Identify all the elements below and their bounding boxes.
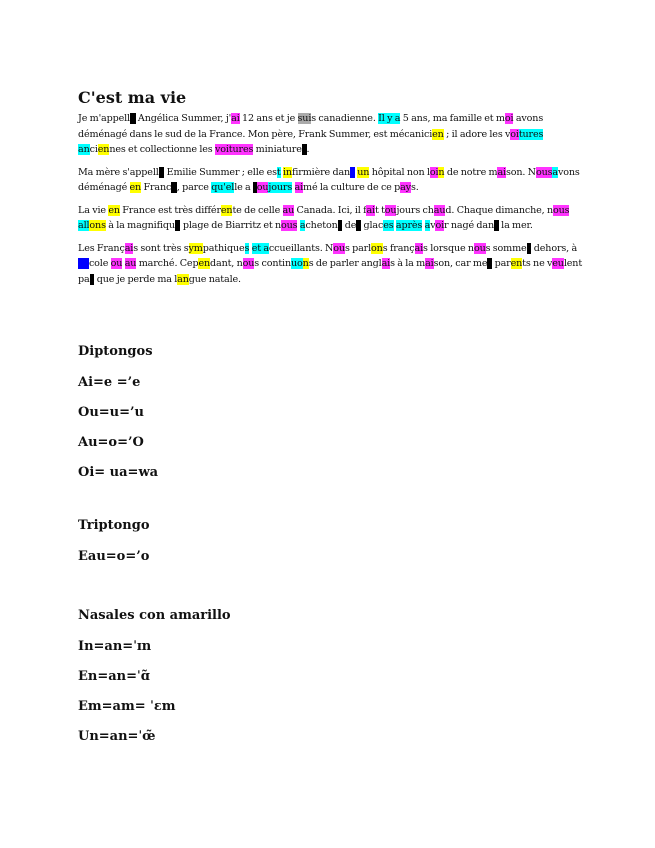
highlighted-text: ym	[188, 242, 203, 254]
highlighted-text: s	[493, 220, 499, 231]
text-segment: pathique	[202, 242, 245, 254]
highlighted-text: au	[433, 204, 446, 216]
rule-eau: Eau=o=’o	[78, 549, 150, 564]
text-segment: plage de Biarritz et n	[180, 220, 282, 231]
text-segment: 12 ans et je	[239, 113, 298, 124]
highlighted-text: ou	[473, 242, 486, 254]
highlighted-text: un	[357, 166, 370, 178]
paragraph-1	[78, 111, 583, 158]
highlighted-text: qu'el	[211, 182, 235, 193]
text-segment: Franc	[141, 182, 172, 193]
text-segment: son. N	[505, 166, 536, 178]
text-segment: miniature	[253, 144, 302, 155]
highlighted-text: s	[350, 166, 355, 178]
highlighted-text: ous	[535, 166, 553, 178]
text-segment: jours ch	[396, 204, 434, 216]
highlighted-text: et a	[251, 242, 269, 254]
text-segment: cole	[88, 258, 111, 269]
highlighted-text: ous	[553, 204, 570, 216]
highlighted-text: oi	[435, 220, 445, 231]
highlighted-text: Il y a	[378, 113, 401, 124]
rule-un: Un=an=ˈœ̃	[78, 729, 156, 744]
highlighted-text: s	[356, 220, 362, 231]
highlighted-text: a	[299, 220, 306, 231]
text-segment: son, car me	[433, 258, 488, 269]
text-segment: France est très différ	[119, 204, 221, 216]
document-title: C'est ma vie	[78, 88, 187, 107]
section-heading-diptongos: Diptongos	[78, 344, 153, 359]
text-segment: Je m'appell	[78, 113, 130, 124]
text-segment: cheton	[305, 220, 338, 231]
text-segment: t t	[374, 204, 385, 216]
rule-au: Au=o=’O	[78, 435, 144, 450]
rule-in: In=an=ˈɪn	[78, 639, 152, 654]
text-segment: dant, n	[210, 258, 243, 269]
highlighted-text: oi	[510, 128, 519, 140]
section-heading-nasales: Nasales con amarillo	[78, 608, 231, 623]
highlighted-text: ou	[256, 182, 269, 193]
highlighted-text: a	[424, 220, 431, 231]
highlighted-text: e	[129, 113, 136, 124]
text-segment: ; il adore les v	[443, 128, 511, 140]
paragraph-3	[78, 203, 583, 234]
text-segment: la mer.	[498, 220, 533, 231]
text-segment: lent pa	[78, 258, 583, 285]
text-segment: par	[492, 258, 511, 269]
highlighted-text: s	[337, 220, 343, 231]
highlighted-text: ous	[281, 220, 298, 231]
highlighted-text: es	[383, 220, 394, 231]
text-segment: Les Franç	[78, 242, 125, 254]
highlighted-text: s	[89, 273, 95, 285]
text-segment: v	[430, 220, 436, 231]
highlighted-text: en	[129, 182, 142, 193]
text-segment: de	[342, 220, 357, 231]
text-segment: ts ne v	[522, 258, 553, 269]
text-segment: dehors, à	[531, 242, 578, 254]
text-segment: s sont très s	[133, 242, 189, 254]
highlighted-text: oi	[429, 166, 439, 178]
highlighted-text: ai	[414, 242, 424, 254]
text-segment: Emilie Summer ; elle es	[164, 166, 277, 178]
highlighted-text: an	[177, 273, 189, 285]
text-segment: La vie	[78, 204, 109, 216]
highlighted-text: ai	[294, 182, 304, 193]
text-segment: glac	[361, 220, 384, 231]
text-segment: s canadienne.	[311, 113, 379, 124]
highlighted-text: s	[526, 242, 532, 254]
text-segment: s somme	[485, 242, 527, 254]
highlighted-text: en	[220, 204, 233, 216]
highlighted-text: e	[158, 166, 165, 178]
highlighted-text: tures	[518, 128, 544, 140]
text-segment: s à la m	[390, 258, 426, 269]
text-segment: d. Chaque dimanche, n	[445, 204, 553, 216]
highlighted-text: on	[371, 242, 383, 254]
text-segment: marché. Cep	[136, 258, 199, 269]
text-segment: s contin	[254, 258, 292, 269]
text-segment: vons déménagé	[78, 166, 580, 193]
text-segment: te de celle	[232, 204, 283, 216]
highlighted-text: ai	[231, 113, 240, 124]
highlighted-text: ai	[124, 242, 134, 254]
highlighted-text: au	[124, 258, 137, 269]
text-segment: s de parler angl	[308, 258, 382, 269]
text-segment: Ma mère s'appell	[78, 166, 159, 178]
highlighted-text: s	[244, 242, 250, 254]
text-segment: de notre m	[444, 166, 498, 178]
text-segment: le a	[234, 182, 254, 193]
highlighted-text: an	[78, 144, 90, 155]
rule-oi: Oi= ua=wa	[78, 465, 159, 480]
highlighted-text: eu	[552, 258, 564, 269]
highlighted-text: all	[78, 220, 90, 231]
rule-ai: Ai=e =’e	[78, 375, 141, 390]
highlighted-text: ay	[400, 182, 411, 193]
highlighted-text: uo	[291, 258, 303, 269]
highlighted-text: en	[432, 128, 444, 140]
highlighted-text: ou	[242, 258, 255, 269]
document-body	[78, 88, 583, 294]
highlighted-text: jours	[268, 182, 293, 193]
highlighted-text: s	[301, 144, 307, 155]
highlighted-text: n	[302, 258, 309, 269]
text-segment: s franç	[382, 242, 415, 254]
highlighted-text: oi	[504, 113, 514, 124]
highlighted-text: in	[283, 166, 292, 178]
text-segment: gue natale.	[188, 273, 241, 285]
highlighted-text: au	[282, 204, 295, 216]
text-segment: s parl	[344, 242, 372, 254]
text-segment: 5 ans, ma famille et m	[400, 113, 505, 124]
highlighted-text: t	[253, 182, 257, 193]
text-segment: ccueillants. N	[268, 242, 334, 254]
text-segment: mé la culture de ce p	[303, 182, 401, 193]
highlighted-text: en	[510, 258, 523, 269]
text-segment: à la magnifiqu	[105, 220, 175, 231]
text-segment: s lorsque n	[423, 242, 474, 254]
text-segment: nes et collectionne les	[109, 144, 215, 155]
paragraph-4	[78, 241, 583, 288]
highlighted-text: e	[171, 182, 177, 193]
text-segment: r nagé dan	[444, 220, 494, 231]
text-segment: ci	[89, 144, 98, 155]
text-segment: firmière dan	[291, 166, 351, 178]
text-segment: que je perde ma l	[94, 273, 178, 285]
highlighted-text: ons	[89, 220, 106, 231]
highlighted-text: s	[487, 258, 493, 269]
text-segment: hôpital non l	[369, 166, 430, 178]
section-heading-triptongo: Triptongo	[78, 518, 150, 533]
highlighted-text: en	[108, 204, 120, 216]
highlighted-text: sui	[297, 113, 312, 124]
text-segment: s.	[410, 182, 419, 193]
highlighted-text: e	[174, 220, 181, 231]
text-segment: Canada. Ici, il f	[294, 204, 367, 216]
highlighted-text: après	[395, 220, 423, 231]
rule-en: En=an=ˈɑ̃	[78, 669, 150, 684]
highlighted-text: en	[97, 144, 110, 155]
highlighted-text: en	[198, 258, 211, 269]
highlighted-text: ai	[381, 258, 391, 269]
highlighted-text: ou	[384, 204, 397, 216]
highlighted-text: ai	[366, 204, 375, 216]
highlighted-text: l'é	[78, 258, 89, 269]
highlighted-text: voitures	[214, 144, 254, 155]
highlighted-text: ai	[497, 166, 506, 178]
highlighted-text: n	[438, 166, 445, 178]
highlighted-text: ou	[110, 258, 123, 269]
text-segment: Angélica Summer, j'	[135, 113, 232, 124]
text-segment: avons déménagé dans le sud de la France. Mon père, Frank Summer, est mécanici	[78, 113, 544, 140]
highlighted-text: ou	[333, 242, 345, 254]
highlighted-text: a	[552, 166, 558, 178]
paragraph-2	[78, 165, 583, 196]
text-segment: , parce	[176, 182, 212, 193]
rule-ou: Ou=u=’u	[78, 405, 144, 420]
rule-em: Em=am= ˈɛm	[78, 699, 176, 714]
highlighted-text: ai	[425, 258, 434, 269]
highlighted-text: t	[276, 166, 281, 178]
text-segment: .	[306, 144, 310, 155]
